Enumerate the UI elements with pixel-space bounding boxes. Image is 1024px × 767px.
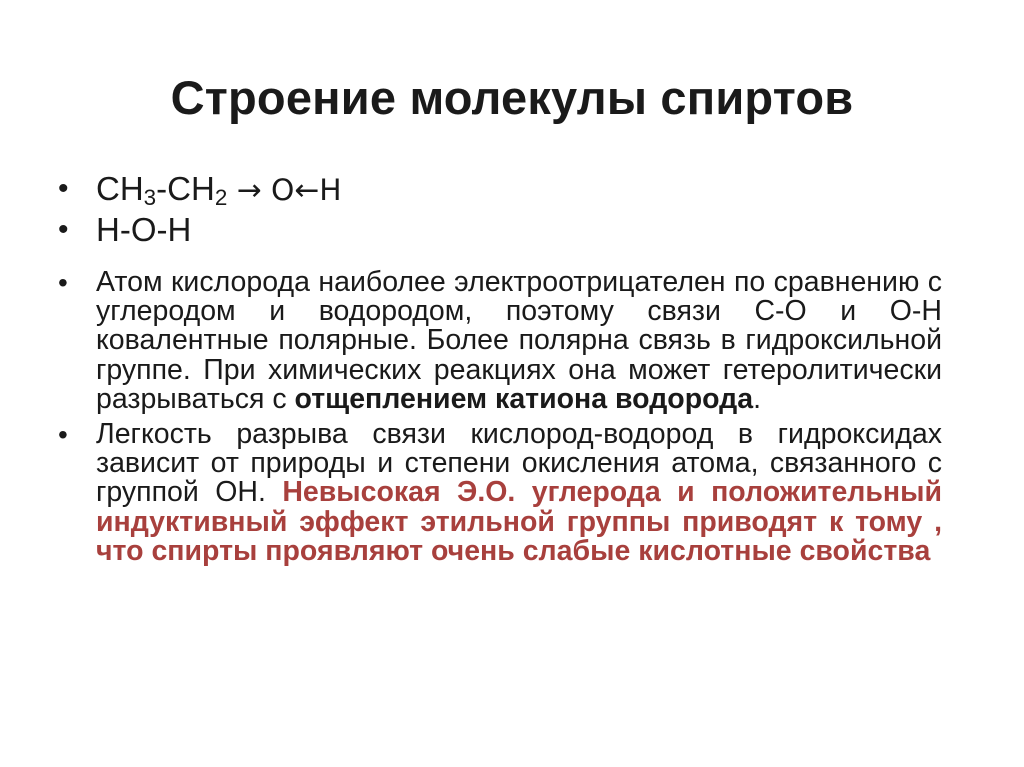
slide-title: Строение молекулы спиртов (170, 71, 854, 124)
list-item-water-formula (58, 211, 942, 248)
paragraph-oxygen: Атом кислорода наиболее электроотрицателен по сравнению с углеродом и водородом, поэтому связи С-О и О-Н ковалентные полярные. Более полярна связь в гидроксильной группе. При химических реакциях она может гетеролитически разрываться с отщеплением катиона водорода. (96, 266, 942, 415)
water-formula: H-O-H (96, 211, 192, 248)
list-item-oxygen-electronegativity (58, 268, 942, 414)
bullet-icon: • (58, 213, 69, 246)
list-item-ethanol-formula (58, 170, 942, 211)
bold-phrase: отщеплением катиона водорода (294, 382, 754, 415)
bullet-icon: • (58, 419, 68, 451)
paragraph-bond-breaking: Легкость разрыва связи кислород-водород в гидроксидах зависит от природы и степени окисления атома, связанного с группой ОН. Невысокая Э.О. углерода и положительный индуктивный эффект этильной группы приводят к тому , что спирты проявляют очень слабые кислотные свойства (96, 418, 942, 567)
highlighted-conclusion: Невысокая Э.О. углерода и положительный индуктивный эффект этильной группы приводят к тому , что спирты проявляют очень слабые кислотные свойства (96, 476, 942, 567)
bullet-icon: • (58, 172, 69, 205)
bullet-list (58, 170, 942, 566)
ethanol-formula: CH3-CH2 → O←H (96, 170, 342, 210)
bullet-icon: • (58, 267, 68, 298)
list-item-bond-breaking (58, 420, 942, 566)
